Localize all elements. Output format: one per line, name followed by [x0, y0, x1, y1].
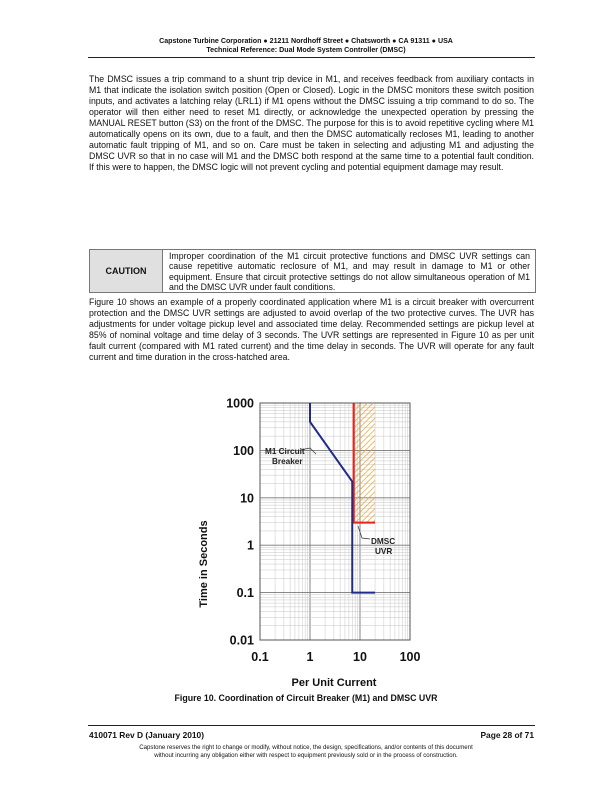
disclaimer-line-2: without incurring any obligation either with respect to equipment previously sold or in the process of construction.	[154, 752, 458, 759]
paragraph-2: Figure 10 shows an example of a properly coordinated application where M1 is a circuit breaker with overcurrent protection and the DMSC UVR settings are adjusted to avoid overlap of the two protective curves. The UVR has adjustments for under voltage pickup level and associated time delay. Recommended settings are pickup level at 85% of nominal voltage and time delay of 3 seconds. The UVR settings are represented in Figure 10 as per unit fault current (compared with M1 rated current) and the time delay in seconds. The UVR will operate for any fault current and time duration in the cross-hatched area.	[89, 297, 534, 363]
y-axis-label: Time in Seconds	[198, 520, 210, 608]
coordination-chart	[150, 388, 470, 688]
y-tick-label: 0.1	[236, 586, 254, 601]
page-number: Page 28 of 71	[480, 730, 534, 740]
x-tick-label: 10	[353, 650, 367, 664]
plot-area	[260, 403, 410, 640]
caution-text: Improper coordination of the M1 circuit protective functions and DMSC UVR settings can cause repetitive automatic reclosure of M1, and may result in damage to M1 or other equipment. Ensure that circuit protective settings do not allow simultaneous operation of M1 and the DMSC UVR under fault conditions.	[169, 251, 530, 292]
disclaimer-line-1: Capstone reserves the right to change or modify, without notice, the design, specifications, and/or contents of this document	[139, 744, 473, 751]
x-tick-label: 0.1	[251, 650, 269, 664]
caution-box	[89, 249, 536, 293]
figure-caption: Figure 10. Coordination of Circuit Breaker (M1) and DMSC UVR	[174, 693, 438, 703]
caution-label: CAUTION	[90, 250, 163, 292]
header-rule	[88, 57, 535, 58]
header-line-2: Technical Reference: Dual Mode System Controller (DMSC)	[206, 46, 406, 54]
y-tick-label: 1000	[226, 396, 254, 411]
paragraph-1: The DMSC issues a trip command to a shunt trip device in M1, and receives feedback from auxiliary contacts in M1 that indicate the isolation switch position (Open or Closed). Logic in the DMSC monitors these switch position inputs, and activates a latching relay (LRL1) if M1 opens without the DMSC issuing a trip command to do so. The operator will then either need to reset M1 directly, or acknowledge the unexpected operation by pressing the MANUAL RESET button (S3) on the front of the DMSC. The purpose for this is to avoid repetitive cycling where M1 automatically opens on its own, due to a fault, and then the DMSC automatically recloses M1, leading to another automatic fault tripping of M1, and so on. Care must be taken in selecting and adjusting M1 and adjusting the DMSC UVR so that in no case will M1 and the DMSC both respond at the same time to a potential fault condition. If this were to happen, the DMSC logic will not prevent cycling and potential equipment damage may result.	[89, 74, 534, 173]
y-tick-label: 1	[247, 538, 254, 553]
x-axis-label: Per Unit Current	[291, 677, 377, 688]
header-line-1: Capstone Turbine Corporation ● 21211 Nordhoff Street ● Chatsworth ● CA 91311 ● USA	[159, 37, 453, 45]
document-id: 410071 Rev D (January 2010)	[89, 730, 204, 740]
uvr-annotation-text: DMSC UVR	[371, 537, 396, 556]
x-tick-label: 1	[306, 650, 314, 664]
m1-annotation-text: M1 Circuit Breaker	[265, 447, 305, 466]
x-tick-label: 100	[399, 650, 421, 664]
y-tick-label: 100	[233, 443, 254, 458]
y-tick-label: 10	[240, 491, 254, 506]
uvr-operating-region	[354, 403, 375, 523]
y-tick-label: 0.01	[229, 633, 254, 648]
footer-rule	[88, 725, 535, 726]
